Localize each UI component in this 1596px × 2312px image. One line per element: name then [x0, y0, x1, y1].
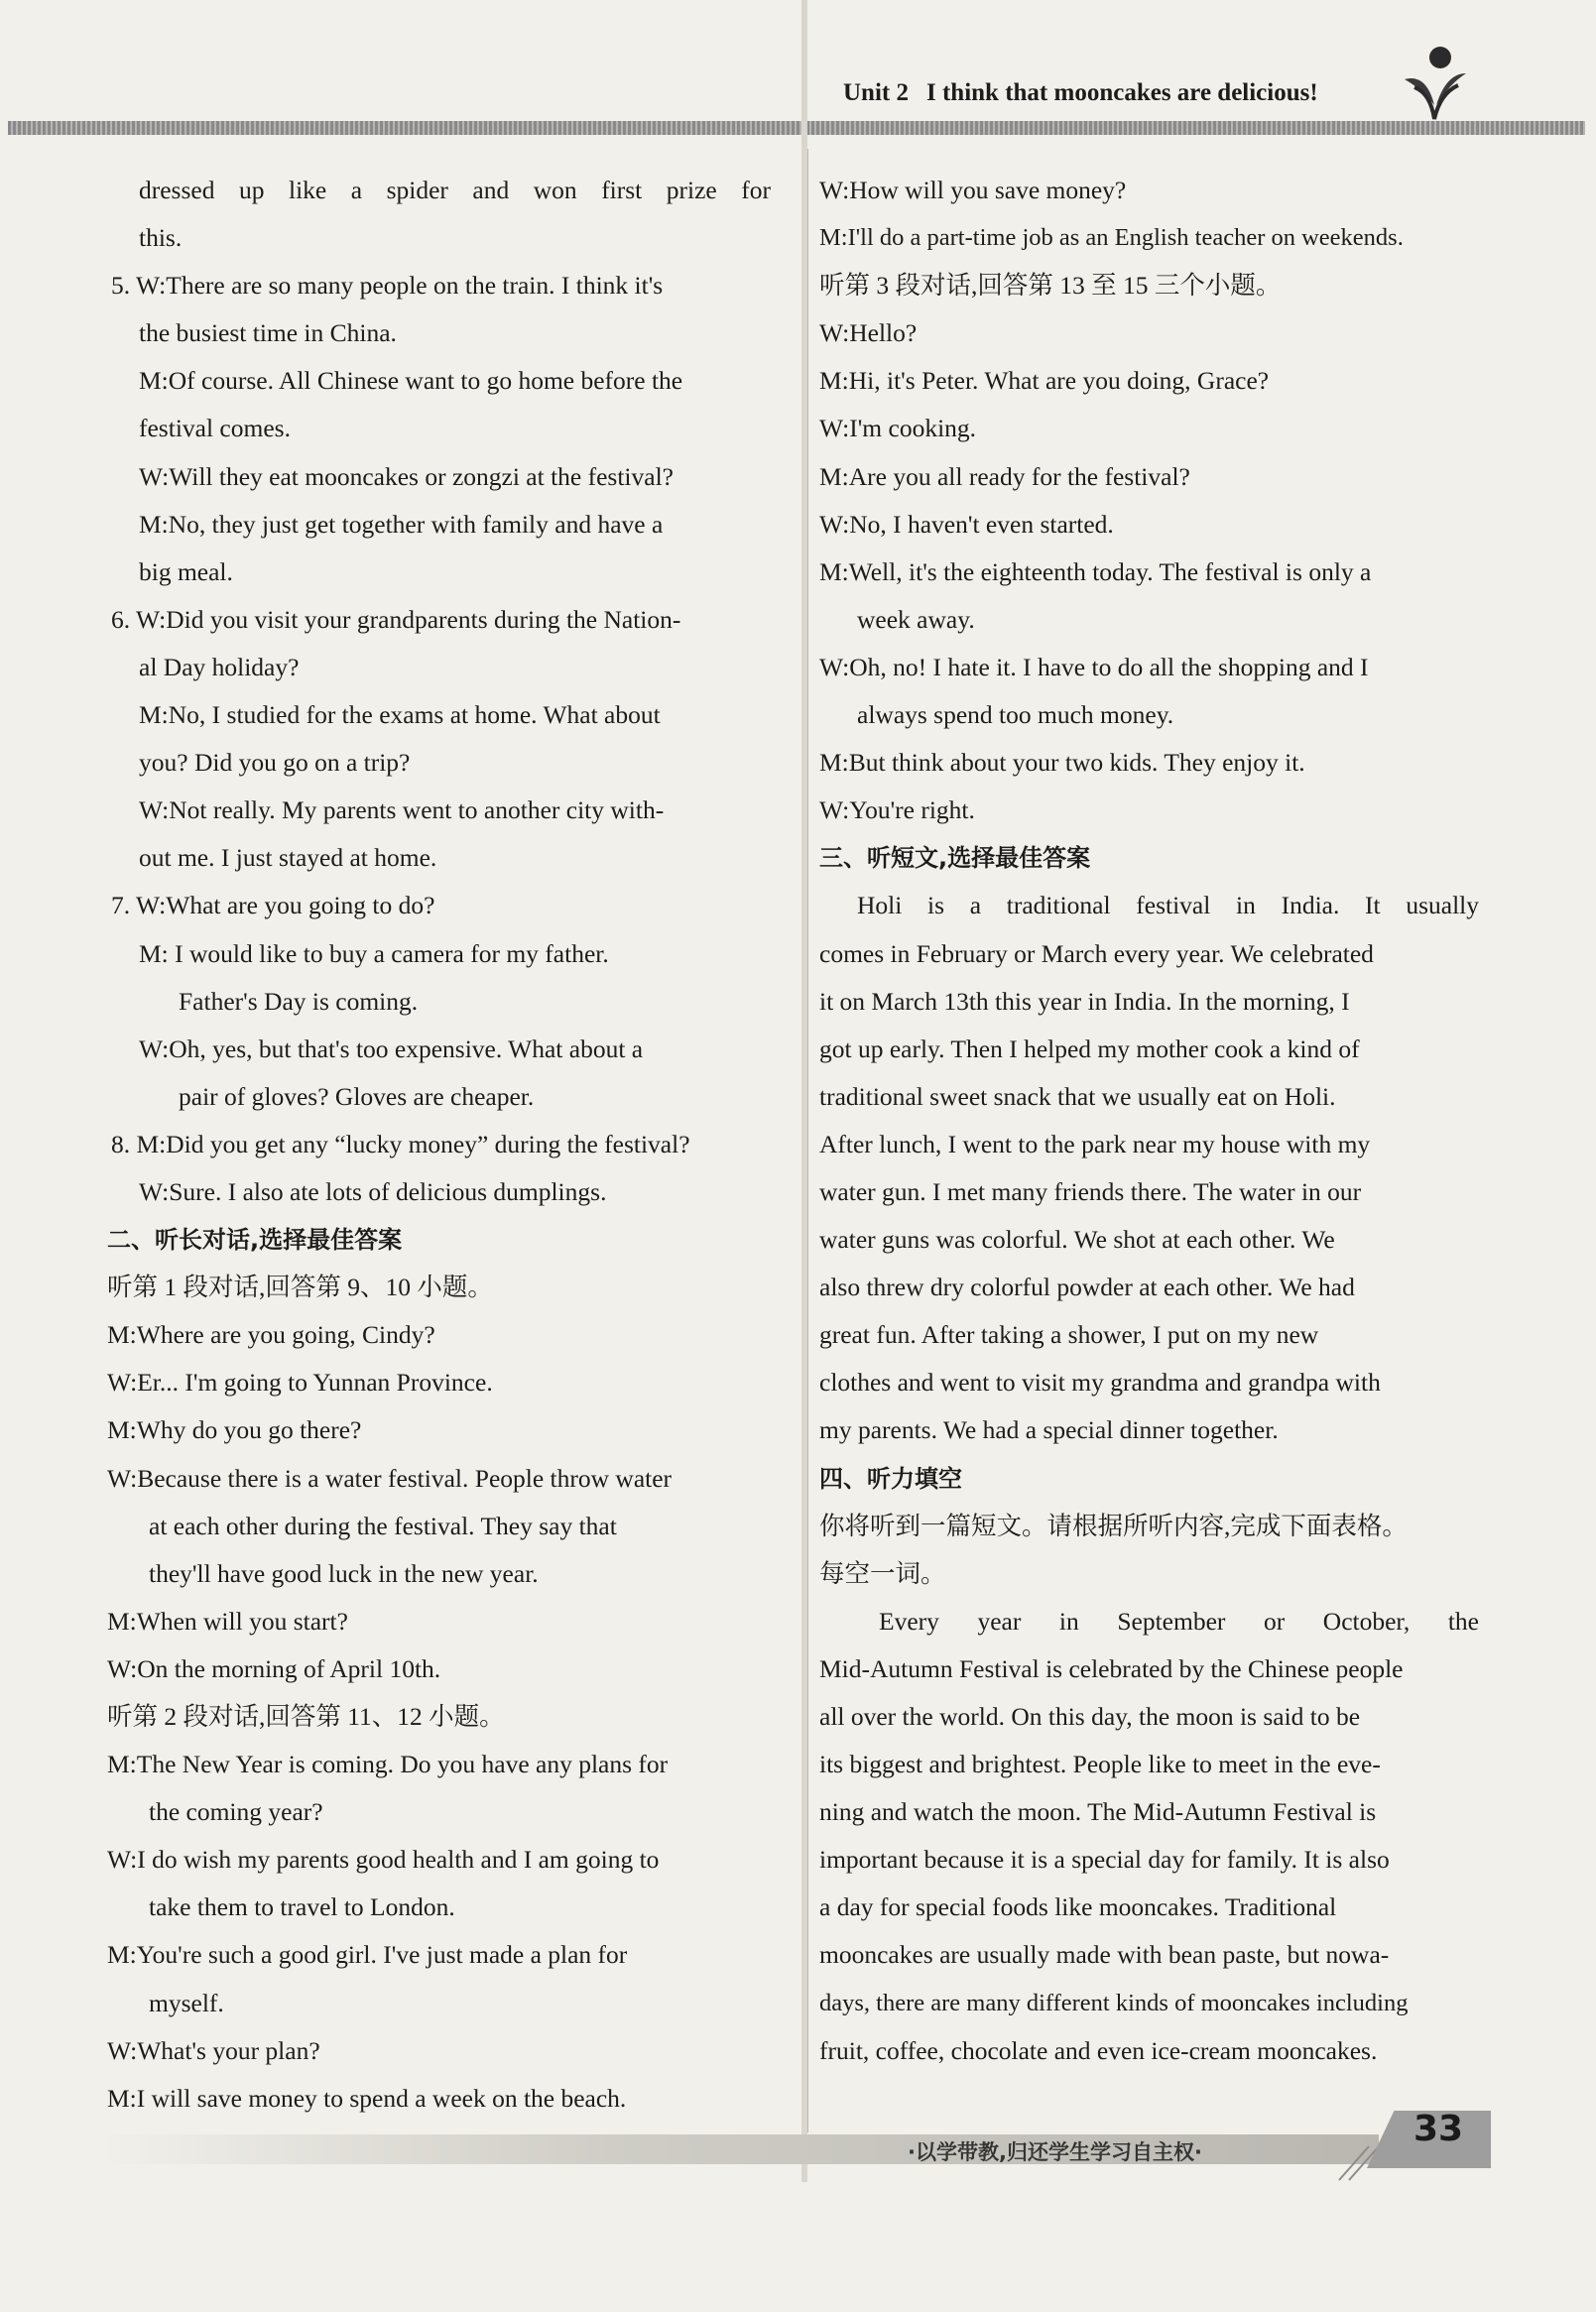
text-line: water gun. I met many friends there. The water in our — [819, 1176, 1362, 1206]
text-line: M:Are you all ready for the festival? — [819, 461, 1190, 491]
text-line: water guns was colorful. We shot at each other. We — [819, 1225, 1335, 1255]
text-line: Holi is a traditional festival in India. It usually — [857, 891, 1479, 920]
text-line: W:I do wish my parents good health and I am going to — [107, 1845, 660, 1875]
text-line: 听第 2 段对话,回答第 11、12 小题。 — [107, 1702, 505, 1731]
text-line: W:Will they eat mooncakes or zongzi at the festival? — [139, 461, 674, 491]
left-column — [107, 167, 771, 2123]
text-line: mooncakes are usually made with bean paste, but nowa- — [819, 1940, 1390, 1970]
text-line: festival comes. — [139, 414, 291, 443]
text-line: it on March 13th this year in India. In the morning, I — [819, 986, 1350, 1016]
text-line: 每空一词。 — [819, 1558, 946, 1588]
text-line: comes in February or March every year. We celebrated — [819, 938, 1374, 968]
section-heading: 三、听短文,选择最佳答案 — [819, 844, 1091, 873]
text-line: this. — [139, 223, 183, 253]
header-lesson-title: I think that mooncakes are delicious! — [925, 79, 1318, 106]
text-line: traditional sweet snack that we usually eat on Holi. — [819, 1081, 1336, 1111]
text-line: al Day holiday? — [139, 652, 300, 681]
text-line: 听第 3 段对话,回答第 13 至 15 三个小题。 — [819, 271, 1282, 301]
page-number: 33 — [1412, 2109, 1464, 2149]
text-line: W:What's your plan? — [107, 2035, 320, 2065]
text-line: W:How will you save money? — [819, 176, 1127, 204]
text-line: M: I would like to buy a camera for my father. — [139, 938, 609, 968]
text-line: M:I will save money to spend a week on the beach. — [107, 2083, 627, 2113]
text-line: W:Oh, no! I hate it. I have to do all the shopping and I — [819, 652, 1369, 681]
text-line: W:Sure. I also ate lots of delicious dumplings. — [139, 1176, 607, 1206]
text-line: also threw dry colorful powder at each other. We had — [819, 1273, 1355, 1302]
text-line: 听第 1 段对话,回答第 9、10 小题。 — [107, 1273, 493, 1302]
text-line: always spend too much money. — [857, 700, 1174, 730]
text-line: Every year in September or October, the — [879, 1606, 1479, 1636]
text-line: a day for special foods like mooncakes. Traditional — [819, 1892, 1337, 1922]
text-line: M:You're such a good girl. I've just made a plan for — [107, 1940, 628, 1970]
text-line: you? Did you go on a trip? — [139, 748, 411, 778]
text-line: week away. — [857, 604, 975, 634]
text-line: dressed up like a spider and won first prize for — [139, 176, 771, 204]
text-line: W:On the morning of April 10th. — [107, 1653, 441, 1683]
text-line: M:The New Year is coming. Do you have any plans for — [107, 1750, 669, 1779]
footer-slogan: ·以学带教,归还学生学习自主权· — [908, 2140, 1202, 2164]
header-band — [8, 121, 1585, 135]
text-line: M:Why do you go there? — [107, 1415, 362, 1445]
header-title — [843, 79, 1318, 107]
text-line: M:No, they just get together with family and have a — [139, 509, 664, 539]
text-line: W:I'm cooking. — [819, 414, 977, 443]
text-line: ning and watch the moon. The Mid-Autumn Festival is — [819, 1797, 1377, 1827]
text-line: W:You're right. — [819, 795, 975, 825]
text-line: days, there are many different kinds of mooncakes including — [819, 1989, 1409, 2016]
text-line: Father's Day is coming. — [179, 986, 419, 1016]
text-line: M:Where are you going, Cindy? — [107, 1320, 435, 1350]
text-line: great fun. After taking a shower, I put on my new — [819, 1320, 1319, 1350]
text-line: W:No, I haven't even started. — [819, 509, 1114, 539]
text-line: After lunch, I went to the park near my house with my — [819, 1129, 1371, 1158]
text-line: M:Of course. All Chinese want to go home before the — [139, 366, 683, 396]
text-line: M:Well, it's the eighteenth today. The festival is only a — [819, 556, 1372, 586]
text-line: clothes and went to visit my grandma and grandpa with — [819, 1368, 1381, 1398]
text-line: fruit, coffee, chocolate and even ice-cream mooncakes. — [819, 2035, 1378, 2065]
text-line: Mid-Autumn Festival is celebrated by the Chinese people — [819, 1653, 1404, 1683]
text-line: its biggest and brightest. People like to meet in the eve- — [819, 1750, 1381, 1779]
header-unit: Unit 2 — [843, 79, 909, 106]
text-line: all over the world. On this day, the moon is said to be — [819, 1702, 1361, 1731]
text-line: at each other during the festival. They say that — [149, 1511, 617, 1540]
text-line: pair of gloves? Gloves are cheaper. — [179, 1081, 535, 1111]
column-divider-line — [807, 149, 808, 2132]
text-line: W:Because there is a water festival. People throw water — [107, 1463, 673, 1493]
text-line: W:Hello? — [819, 318, 918, 348]
text-line: M:No, I studied for the exams at home. What about — [139, 700, 661, 730]
text-line: M:When will you start? — [107, 1606, 348, 1636]
text-line: important because it is a special day for family. It is also — [819, 1845, 1390, 1875]
text-line: W:Er... I'm going to Yunnan Province. — [107, 1368, 493, 1398]
text-line: 7. W:What are you going to do? — [111, 891, 435, 920]
text-line: W:Not really. My parents went to another city with- — [139, 795, 665, 825]
text-line: M:But think about your two kids. They enjoy it. — [819, 748, 1305, 778]
text-line: M:I'll do a part-time job as an English teacher on weekends. — [819, 224, 1404, 252]
text-line: take them to travel to London. — [149, 1892, 455, 1922]
text-line: 你将听到一篇短文。请根据所听内容,完成下面表格。 — [819, 1511, 1408, 1540]
text-line: got up early. Then I helped my mother cook a kind of — [819, 1034, 1360, 1063]
text-line: my parents. We had a special dinner together. — [819, 1415, 1279, 1445]
text-line: 6. W:Did you visit your grandparents during the Nation- — [111, 604, 681, 634]
text-line: out me. I just stayed at home. — [139, 843, 437, 873]
text-line: myself. — [149, 1988, 224, 2017]
text-line: they'll have good luck in the new year. — [149, 1558, 539, 1588]
right-column — [819, 167, 1479, 2075]
text-line: M:Hi, it's Peter. What are you doing, Grace? — [819, 366, 1270, 396]
text-line: the coming year? — [149, 1797, 323, 1827]
text-line: 8. M:Did you get any “lucky money” during the festival? — [111, 1129, 690, 1158]
section-heading: 四、听力填空 — [819, 1464, 962, 1493]
text-line: big meal. — [139, 556, 233, 586]
text-line: W:Oh, yes, but that's too expensive. What about a — [139, 1034, 644, 1063]
section-heading: 二、听长对话,选择最佳答案 — [107, 1226, 403, 1255]
text-line: the busiest time in China. — [139, 318, 397, 348]
reading-person-logo-icon — [1397, 44, 1472, 123]
text-line: 5. W:There are so many people on the train. I think it's — [111, 271, 664, 301]
